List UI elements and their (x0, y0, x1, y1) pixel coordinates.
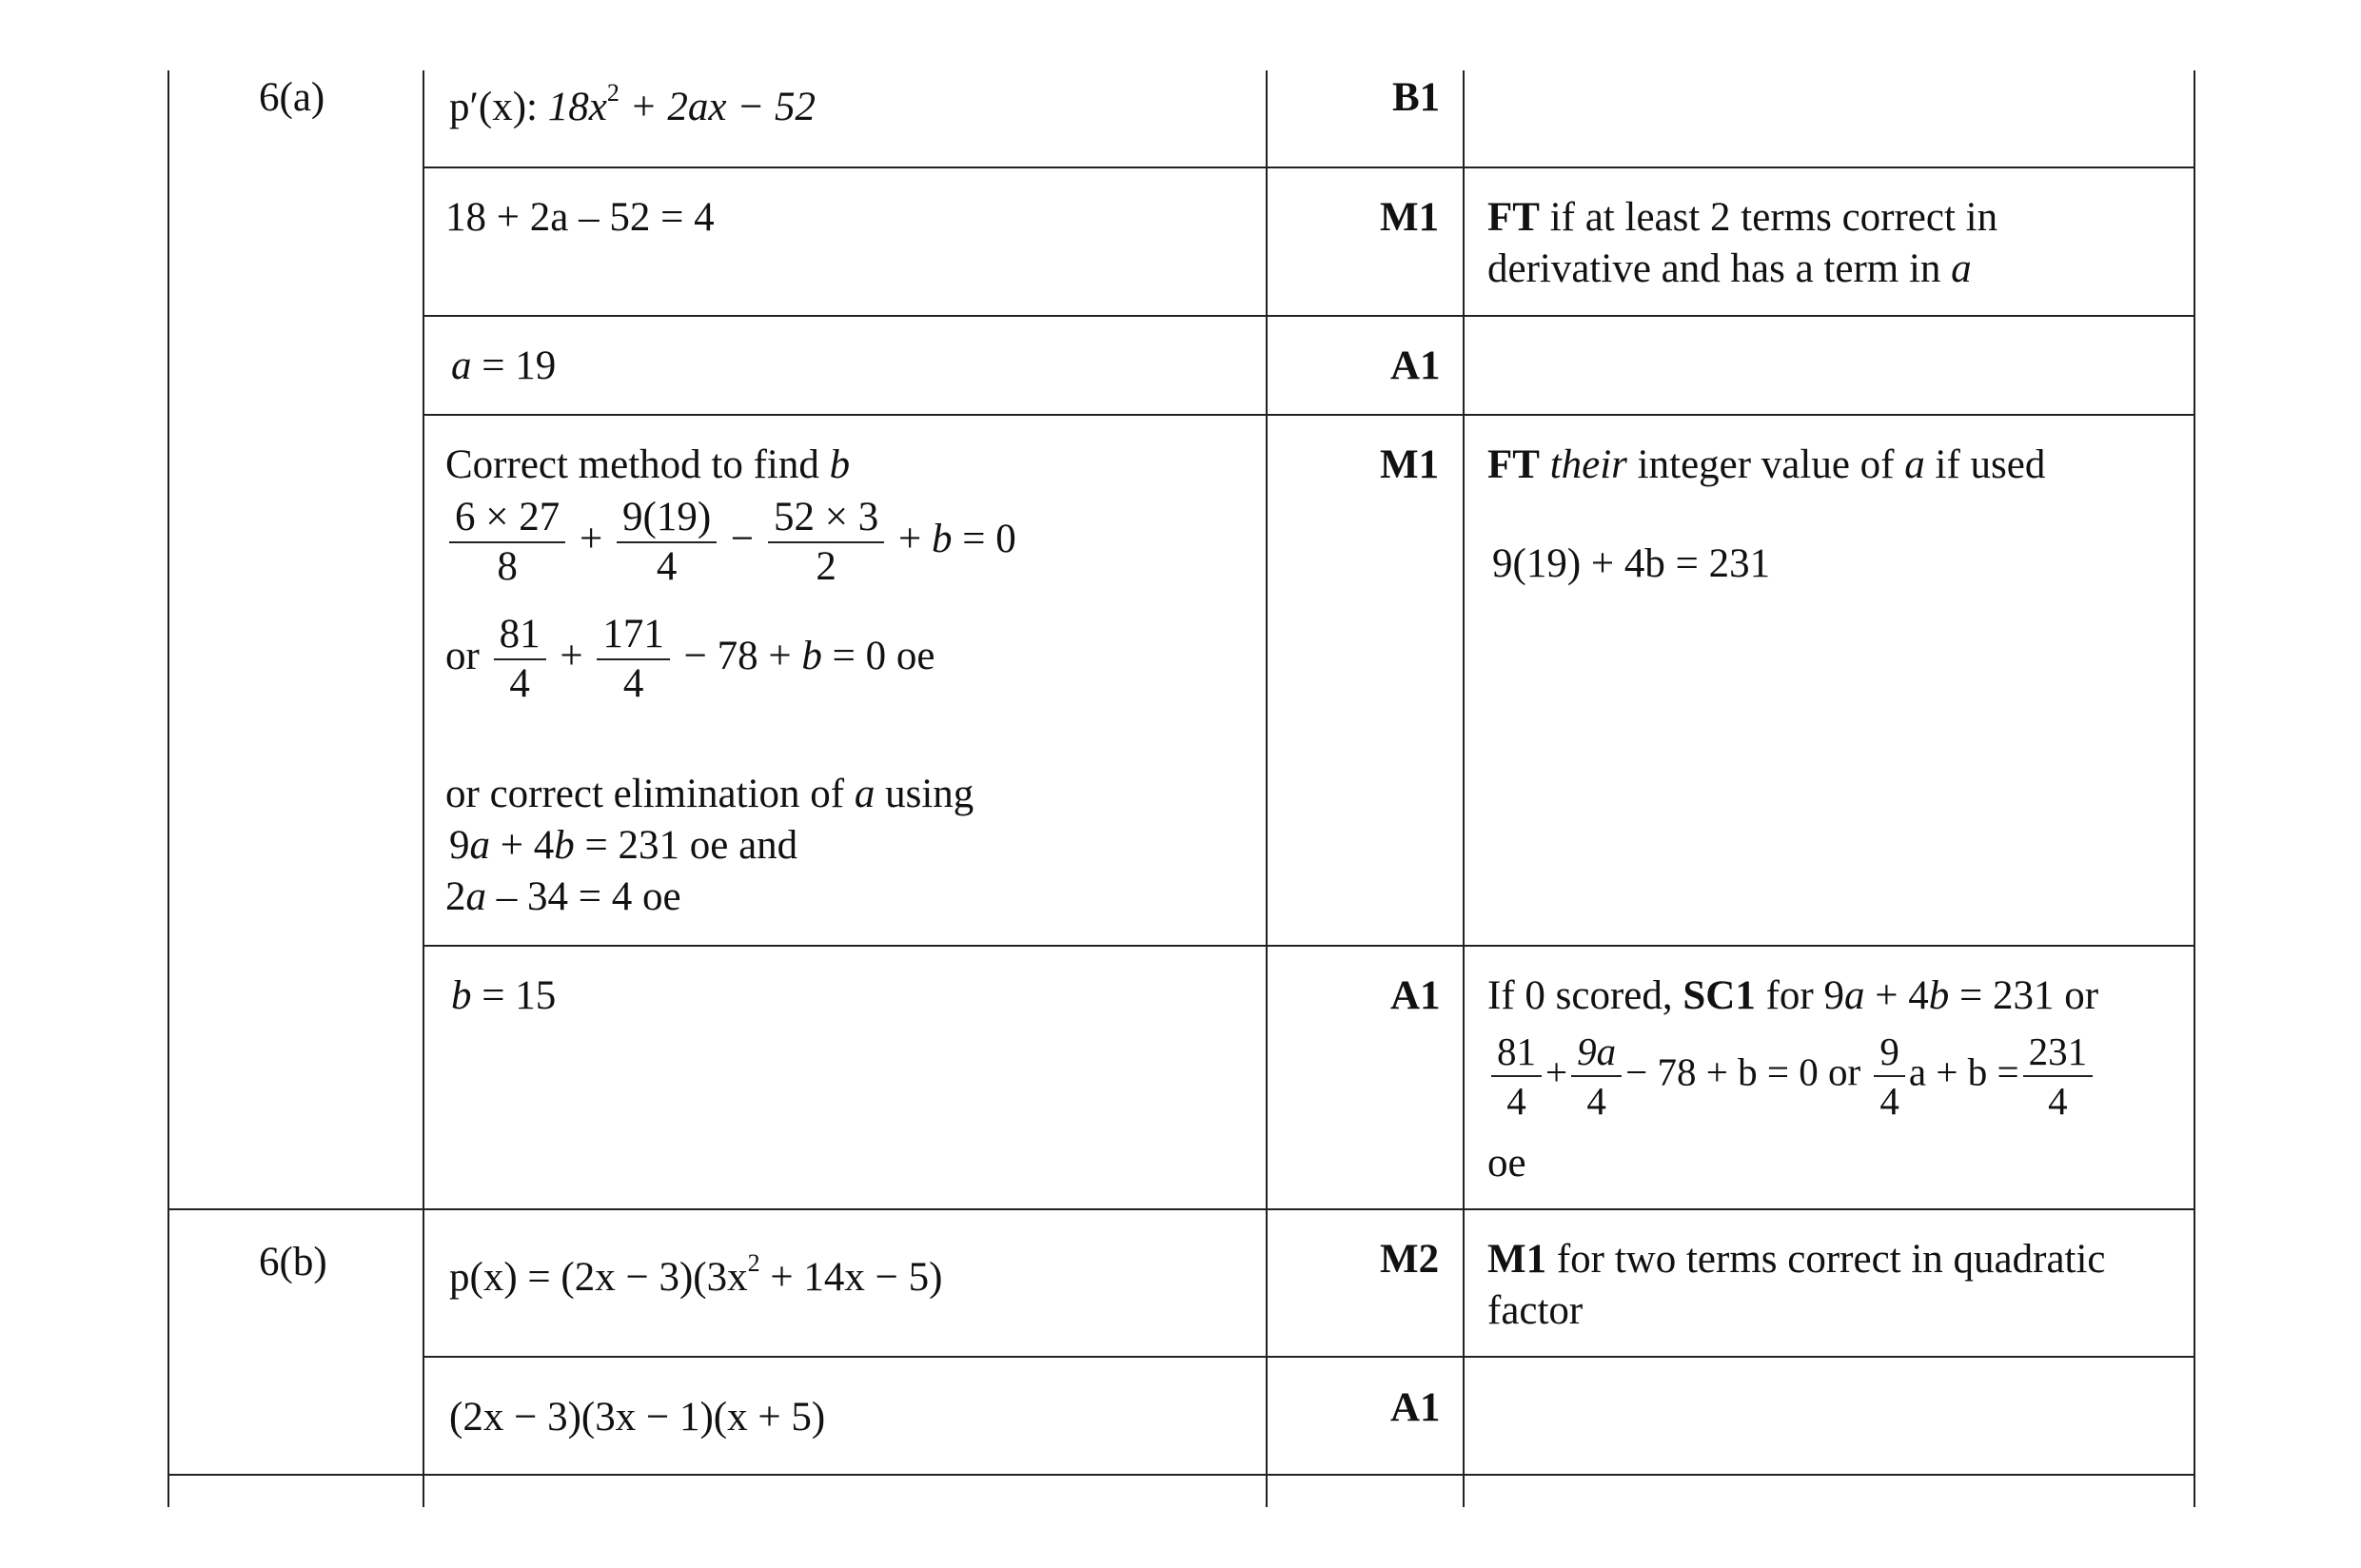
fraction (768, 494, 884, 591)
text: + 4 (490, 823, 555, 868)
numerator: 171 (597, 611, 670, 660)
denominator: 4 (622, 661, 644, 706)
operator: + (580, 516, 603, 561)
guidance-fractions (1487, 1028, 2096, 1125)
variable: b (451, 973, 472, 1018)
guidance-equation: 9(19) + 4b = 231 (1492, 541, 1771, 586)
equation-text: + 14x − 5) (759, 1255, 943, 1300)
var: a (854, 772, 876, 816)
fraction (2023, 1028, 2094, 1125)
guidance-line (1487, 1234, 2106, 1285)
fraction (494, 611, 546, 708)
row-divider (423, 167, 2195, 168)
fraction (597, 611, 670, 708)
mark: A1 (1390, 1385, 1441, 1430)
text: = 231 or (1949, 973, 2099, 1018)
row-divider-section (167, 1208, 2195, 1210)
numerator: 9(19) (617, 494, 717, 543)
exponent: 2 (747, 1249, 760, 1277)
equation-text: a + b = (1908, 1049, 2019, 1094)
answer-full-factorisation: (2x − 3)(3x − 1)(x + 5) (449, 1395, 826, 1440)
guidance-oe: oe (1487, 1141, 1526, 1186)
term: 18x (547, 85, 607, 129)
exponent: 2 (606, 79, 620, 107)
guidance-bold: FT (1487, 195, 1540, 240)
var: a (465, 874, 486, 919)
guidance-line (1487, 244, 1972, 295)
or-text: or (445, 633, 480, 678)
answer-a-value (451, 341, 556, 392)
answer-b-value (451, 970, 556, 1022)
var: b (1928, 973, 1950, 1018)
equation-var: b (801, 633, 822, 678)
denominator: 4 (509, 661, 530, 706)
method-equation-1 (445, 494, 1016, 591)
value: = 15 (471, 973, 557, 1018)
mark: A1 (1390, 343, 1441, 388)
guidance-text: integer value of (1626, 442, 1905, 487)
fraction (449, 494, 565, 591)
row-divider (423, 414, 2195, 416)
mark: M2 (1380, 1237, 1440, 1282)
equation-var: b (931, 516, 953, 561)
mark: B1 (1392, 75, 1441, 120)
denominator: 8 (497, 544, 518, 589)
method-equation-2 (445, 611, 935, 708)
denominator: 4 (656, 544, 678, 589)
term: + 2ax − 52 (629, 85, 816, 129)
row-divider (423, 1356, 2195, 1358)
numerator: 231 (2023, 1028, 2094, 1077)
guidance-line (1487, 192, 1997, 244)
denominator: 4 (1586, 1079, 1606, 1123)
text: If 0 scored, (1487, 973, 1683, 1018)
denominator: 4 (1879, 1079, 1899, 1123)
denominator: 4 (1506, 1079, 1526, 1123)
equation-text: = 0 (952, 516, 1016, 561)
guidance-line (1487, 970, 2098, 1022)
numerator: 81 (494, 611, 546, 660)
derivative-label: p′(x): (449, 85, 538, 129)
text: 2 (445, 874, 466, 919)
guidance-var: a (1951, 246, 1972, 291)
operator: + (560, 633, 583, 678)
elimination-text (445, 769, 974, 820)
row-divider (423, 945, 2195, 947)
numerator: 81 (1491, 1028, 1542, 1077)
fraction (1571, 1028, 1622, 1125)
variable: a (451, 343, 472, 388)
equation-text: − 78 + (683, 633, 802, 678)
equation-text: + (897, 516, 932, 561)
denominator: 4 (2048, 1079, 2068, 1123)
bold: SC1 (1682, 973, 1756, 1018)
mark: M1 (1380, 195, 1440, 240)
row-divider-section (167, 1474, 2195, 1476)
guidance-italic: their (1549, 442, 1627, 487)
elimination-eq-2 (445, 872, 681, 923)
var: a (469, 823, 490, 868)
var: b (554, 823, 575, 868)
numerator: 9 (1874, 1028, 1905, 1077)
operator: − (730, 516, 755, 561)
equation-text: − 78 + b = 0 or (1625, 1049, 1871, 1094)
mark: A1 (1390, 973, 1441, 1018)
answer-factorisation (449, 1249, 943, 1303)
text: or correct elimination of (445, 772, 855, 816)
fraction (1874, 1028, 1905, 1125)
guidance-text: derivative and has a term in (1487, 246, 1952, 291)
method-text: Correct method to find (445, 442, 830, 487)
value: = 19 (471, 343, 557, 388)
text: using (875, 772, 974, 816)
text: = 231 oe and (574, 823, 798, 868)
equation-text: = 0 oe (821, 633, 935, 678)
guidance-text: for two terms correct in quadratic (1546, 1237, 2106, 1282)
question-label: 6(b) (259, 1240, 327, 1284)
text: + 4 (1864, 973, 1929, 1018)
mark: M1 (1380, 442, 1440, 487)
fraction (1491, 1028, 1542, 1125)
question-label: 6(a) (259, 75, 325, 120)
equation-text: p(x) = (2x − 3)(3x (449, 1255, 748, 1300)
guidance-text: if used (1924, 442, 2046, 487)
text: – 34 = 4 oe (486, 874, 681, 919)
elimination-eq-1 (449, 820, 797, 872)
guidance-line: factor (1487, 1288, 1584, 1333)
numerator: 6 × 27 (449, 494, 565, 543)
guidance-line (1487, 440, 2045, 491)
numerator: 9a (1571, 1028, 1622, 1077)
method-title (445, 440, 850, 491)
table-border-left (167, 70, 169, 1507)
guidance-text: if at least 2 terms correct in (1539, 195, 1998, 240)
answer-equation: 18 + 2a – 52 = 4 (445, 195, 715, 240)
guidance-bold: FT (1487, 442, 1540, 487)
method-var: b (829, 442, 851, 487)
var: a (1843, 973, 1865, 1018)
column-divider-question (423, 70, 424, 1507)
guidance-bold: M1 (1487, 1237, 1547, 1282)
column-divider-answer (1266, 70, 1268, 1507)
fraction (617, 494, 717, 591)
numerator: 52 × 3 (768, 494, 884, 543)
answer-derivative (449, 79, 816, 133)
denominator: 2 (816, 544, 836, 589)
row-divider (423, 315, 2195, 317)
guidance-var: a (1904, 442, 1925, 487)
column-divider-marks (1463, 70, 1465, 1507)
text: 9 (449, 823, 470, 868)
table-border-right (2194, 70, 2195, 1507)
text: for 9 (1755, 973, 1844, 1018)
operator: + (1545, 1049, 1568, 1094)
